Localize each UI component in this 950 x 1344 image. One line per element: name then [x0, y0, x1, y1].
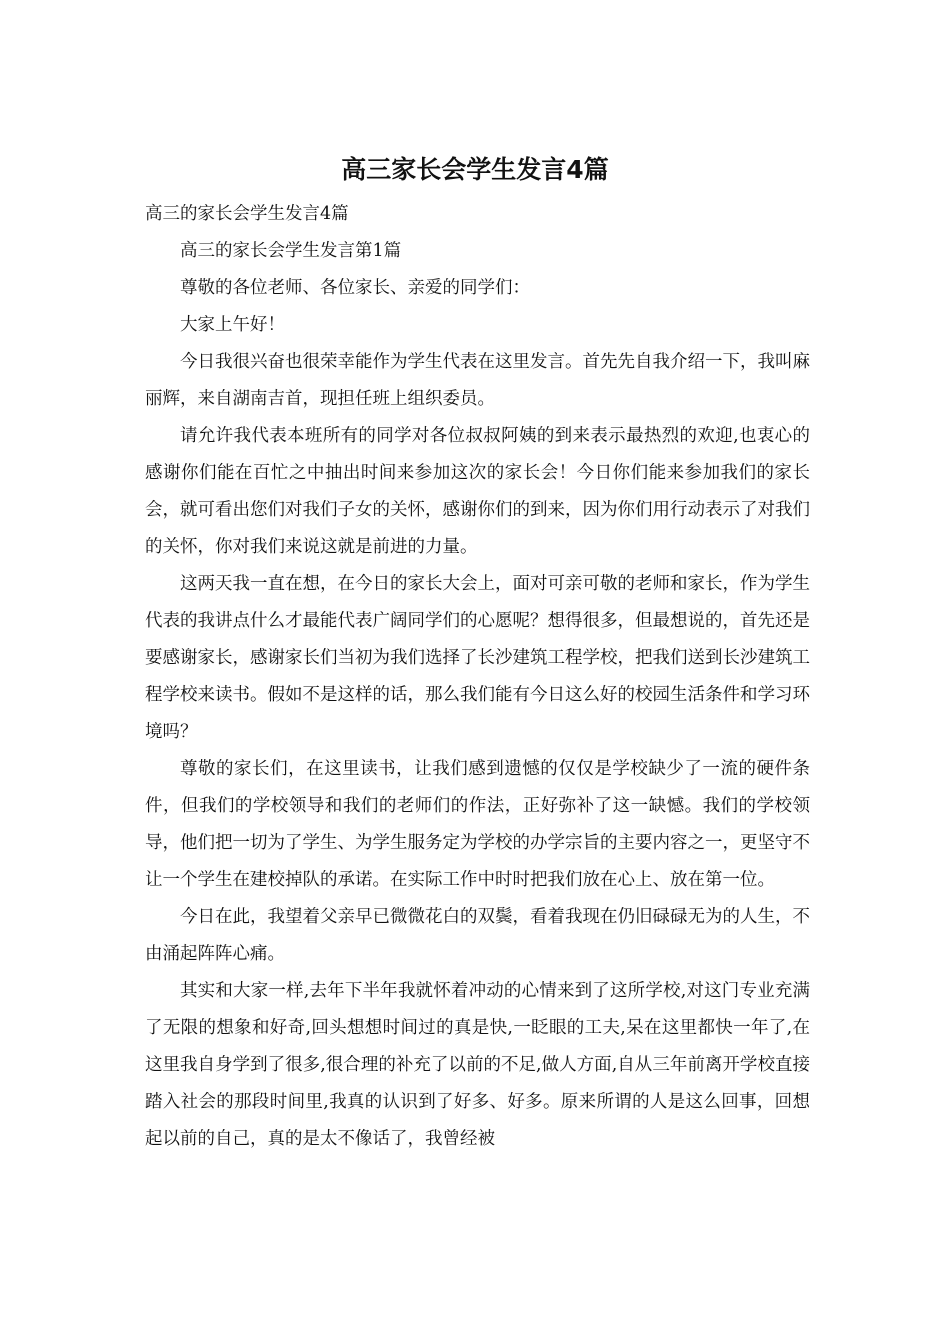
paragraph-introduction: 今日我很兴奋也很荣幸能作为学生代表在这里发言。首先先自我介绍一下，我叫麻丽辉，来自湖南吉首，现担任班上组织委员。	[145, 352, 810, 409]
paragraph-gratitude: 这两天我一直在想，在今日的家长大会上，面对可亲可敬的老师和家长，作为学生代表的我讲点什么才最能代表广阔同学们的心愿呢？想得很多，但最想说的，首先还是要感谢家长，感谢家长们当初为我们选择了长沙建筑工程学校，把我们送到长沙建筑工程学校来读书。假如不是这样的话，那么我们能有今日这么好的校园生活条件和学习环境吗？	[145, 574, 810, 742]
paragraph-salutation: 尊敬的各位老师、各位家长、亲爱的同学们：	[180, 278, 530, 298]
paragraph-experience: 其实和大家一样,去年下半年我就怀着冲动的心情来到了这所学校,对这门专业充满了无限的想象和好奇,回头想想时间过的真是快,一眨眼的工夫,呆在这里都快一年了,在这里我自身学到了很多,很合理的补充了以前的不足,做人方面,自从三年前离开学校直接踏入社会的那段时间里,我真的认识到了好多、好多。原来所谓的人是这么回事，回想起以前的自己，真的是太不像话了，我曾经被	[145, 981, 810, 1149]
paragraph-welcome: 请允许我代表本班所有的同学对各位叔叔阿姨的到来表示最热烈的欢迎,也衷心的感谢你们能在百忙之中抽出时间来参加这次的家长会！今日你们能来参加我们的家长会，就可看出您们对我们子女的关怀，感谢你们的到来，因为你们用行动表示了对我们的关怀，你对我们来说这就是前进的力量。	[145, 426, 810, 557]
paragraph-school: 尊敬的家长们，在这里读书，让我们感到遗憾的仅仅是学校缺少了一流的硬件条件，但我们的学校领导和我们的老师们的作法，正好弥补了这一缺憾。我们的学校领导，他们把一切为了学生、为学生服务定为学校的办学宗旨的主要内容之一，更坚守不让一个学生在建校掉队的承诺。在实际工作中时时把我们放在心上、放在第一位。	[145, 759, 810, 890]
document-subtitle: 高三的家长会学生发言4篇	[145, 204, 349, 224]
section-heading: 高三的家长会学生发言第1篇	[180, 241, 402, 261]
paragraph-father: 今日在此，我望着父亲早已微微花白的双鬓，看着我现在仍旧碌碌无为的人生，不由涌起阵阵心痛。	[145, 907, 810, 964]
document-body	[145, 196, 810, 1158]
document-title: 高三家长会学生发言4篇	[341, 155, 609, 184]
paragraph-greeting: 大家上午好！	[180, 315, 285, 335]
